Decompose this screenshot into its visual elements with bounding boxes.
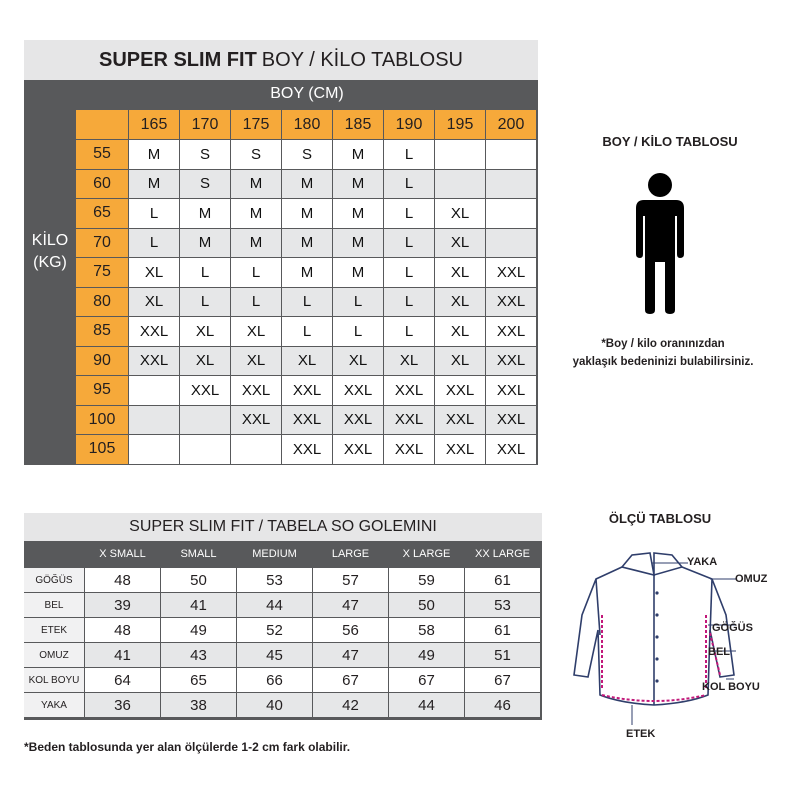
size-cell: M [282, 229, 332, 258]
size-cell: XXL [486, 288, 536, 317]
size-cell: S [231, 140, 281, 169]
measure-value: 44 [237, 593, 312, 617]
size-chart [24, 40, 538, 465]
height-cell: 175 [231, 110, 281, 139]
size-cell: XXL [486, 317, 536, 346]
size-cell: S [180, 170, 230, 199]
measure-value: 67 [389, 668, 464, 692]
height-header: BOY (CM) [270, 85, 344, 102]
weight-header [24, 230, 76, 274]
size-cell: M [231, 170, 281, 199]
measure-row-label: YAKA [24, 693, 84, 717]
measure-value: 61 [465, 568, 540, 592]
measure-value: 45 [237, 643, 312, 667]
footnote: *Beden tablosunda yer alan ölçülerde 1-2 cm fark olabilir. [24, 740, 351, 754]
size-cell [435, 170, 485, 199]
size-cell [486, 170, 536, 199]
height-cell: 165 [129, 110, 179, 139]
size-cell: XL [180, 347, 230, 376]
measure-value: 42 [313, 693, 388, 717]
size-cell: XXL [384, 376, 434, 405]
size-cell: L [282, 288, 332, 317]
size-column-header: LARGE [331, 548, 370, 560]
weight-cell: 55 [76, 140, 128, 169]
size-cell: M [180, 229, 230, 258]
size-cell: L [180, 258, 230, 287]
measure-value: 44 [389, 693, 464, 717]
size-cell: M [282, 258, 332, 287]
measure-value: 53 [465, 593, 540, 617]
height-cell: 190 [384, 110, 434, 139]
size-cell: L [231, 288, 281, 317]
weight-cell: 90 [76, 347, 128, 376]
size-cell [129, 435, 179, 464]
size-cell: XXL [486, 406, 536, 435]
measurement-table-title: SUPER SLIM FIT / TABELA SO GOLEMINI [24, 513, 542, 541]
weight-cell: 70 [76, 229, 128, 258]
size-cell: M [231, 229, 281, 258]
measure-value: 48 [85, 568, 160, 592]
height-cell: 170 [180, 110, 230, 139]
size-cell: XXL [282, 406, 332, 435]
size-cell: XL [129, 258, 179, 287]
size-cell: XXL [486, 347, 536, 376]
measure-value: 61 [465, 618, 540, 642]
measure-value: 47 [313, 593, 388, 617]
size-cell: L [384, 288, 434, 317]
measure-value: 56 [313, 618, 388, 642]
height-cell: 195 [435, 110, 485, 139]
size-cell: M [333, 140, 383, 169]
size-cell: XL [435, 258, 485, 287]
size-cell: XL [384, 347, 434, 376]
measure-row-label: ETEK [24, 618, 84, 642]
measure-value: 66 [237, 668, 312, 692]
size-cell: XXL [384, 406, 434, 435]
size-cell: XXL [384, 435, 434, 464]
figure-note-line2: yaklaşık bedeninizi bulabilirsiniz. [572, 356, 754, 368]
size-cell: XXL [282, 435, 332, 464]
weight-cell: 65 [76, 199, 128, 228]
size-cell [129, 406, 179, 435]
measure-value: 52 [237, 618, 312, 642]
size-cell: XXL [486, 435, 536, 464]
size-cell [180, 435, 230, 464]
measure-value: 67 [313, 668, 388, 692]
size-cell: L [384, 317, 434, 346]
label-kol-boyu: KOL BOYU [702, 681, 760, 693]
size-cell: XL [282, 347, 332, 376]
measure-row-label: BEL [24, 593, 84, 617]
size-cell: XXL [333, 406, 383, 435]
size-cell: M [333, 258, 383, 287]
size-cell: M [282, 170, 332, 199]
size-cell: XXL [486, 376, 536, 405]
size-cell: XXL [231, 406, 281, 435]
size-cell [231, 435, 281, 464]
measure-value: 49 [389, 643, 464, 667]
size-cell: L [384, 258, 434, 287]
size-cell: L [180, 288, 230, 317]
size-cell: S [282, 140, 332, 169]
size-cell: XXL [129, 347, 179, 376]
person-silhouette-icon [632, 172, 688, 319]
weight-cell: 80 [76, 288, 128, 317]
size-cell [486, 140, 536, 169]
size-cell: L [231, 258, 281, 287]
size-cell: XXL [180, 376, 230, 405]
size-cell: M [129, 170, 179, 199]
size-cell: XXL [435, 435, 485, 464]
height-cell: 185 [333, 110, 383, 139]
size-cell: M [180, 199, 230, 228]
size-cell: S [180, 140, 230, 169]
size-cell: XXL [231, 376, 281, 405]
measure-value: 58 [389, 618, 464, 642]
size-cell [486, 199, 536, 228]
size-cell: XXL [129, 317, 179, 346]
measure-value: 36 [85, 693, 160, 717]
weight-cell: 95 [76, 376, 128, 405]
measure-value: 46 [465, 693, 540, 717]
size-column-header: XX LARGE [474, 548, 531, 560]
height-cell: 180 [282, 110, 332, 139]
measure-value: 53 [237, 568, 312, 592]
measure-value: 50 [161, 568, 236, 592]
weight-cell: 105 [76, 435, 128, 464]
size-cell: M [333, 199, 383, 228]
label-bel: BEL [708, 646, 730, 658]
weight-header-line2: (KG) [33, 254, 67, 271]
size-cell: XL [435, 199, 485, 228]
size-cell: XL [435, 317, 485, 346]
height-cell: 200 [486, 110, 536, 139]
measure-value: 41 [85, 643, 160, 667]
label-yaka: YAKA [687, 556, 718, 568]
measure-value: 65 [161, 668, 236, 692]
size-column-header: X LARGE [402, 548, 451, 560]
size-cell: M [333, 170, 383, 199]
size-column-header: MEDIUM [252, 548, 297, 560]
corner-cell [76, 110, 128, 139]
size-cell: XXL [486, 258, 536, 287]
measure-value: 40 [237, 693, 312, 717]
size-cell: XXL [333, 435, 383, 464]
size-column-header: SMALL [180, 548, 217, 560]
size-cell: L [384, 229, 434, 258]
size-cell [486, 229, 536, 258]
measure-value: 64 [85, 668, 160, 692]
label-gogus: GÖĞÜS [712, 622, 753, 634]
measure-value: 47 [313, 643, 388, 667]
measure-value: 43 [161, 643, 236, 667]
size-cell: XXL [333, 376, 383, 405]
size-cell: M [129, 140, 179, 169]
size-cell [129, 376, 179, 405]
size-cell: XXL [282, 376, 332, 405]
weight-cell: 75 [76, 258, 128, 287]
figure-note-line1: *Boy / kilo oranınızdan [601, 338, 725, 350]
figure-note [548, 335, 778, 371]
size-cell: XL [231, 317, 281, 346]
measure-row-label: KOL BOYU [24, 668, 84, 692]
size-cell: XL [129, 288, 179, 317]
title-bold: SUPER SLIM FIT [99, 48, 257, 71]
size-cell: L [282, 317, 332, 346]
size-cell: L [333, 288, 383, 317]
size-cell: XL [435, 347, 485, 376]
measure-value: 50 [389, 593, 464, 617]
measure-value: 67 [465, 668, 540, 692]
measure-title: ÖLÇÜ TABLOSU [608, 511, 712, 526]
measure-value: 48 [85, 618, 160, 642]
weight-cell: 100 [76, 406, 128, 435]
measure-value: 38 [161, 693, 236, 717]
size-cell: M [333, 229, 383, 258]
size-cell [435, 140, 485, 169]
label-etek: ETEK [626, 728, 656, 740]
size-cell: L [384, 199, 434, 228]
size-cell: L [384, 140, 434, 169]
title-rest: BOY / KİLO TABLOSU [261, 48, 463, 71]
size-cell: XL [231, 347, 281, 376]
size-cell [180, 406, 230, 435]
measure-value: 57 [313, 568, 388, 592]
size-cell: XL [435, 229, 485, 258]
size-cell: XXL [435, 376, 485, 405]
size-cell: L [129, 199, 179, 228]
size-cell: L [384, 170, 434, 199]
size-cell: XXL [435, 406, 485, 435]
size-cell: M [282, 199, 332, 228]
weight-cell: 85 [76, 317, 128, 346]
measure-row-label: OMUZ [24, 643, 84, 667]
measure-value: 51 [465, 643, 540, 667]
size-chart-title [24, 40, 538, 80]
measure-value: 39 [85, 593, 160, 617]
measure-value: 49 [161, 618, 236, 642]
measure-value: 59 [389, 568, 464, 592]
size-cell: L [333, 317, 383, 346]
figure-title: BOY / KİLO TABLOSU [602, 134, 738, 149]
size-column-header: X SMALL [99, 548, 146, 560]
size-cell: L [129, 229, 179, 258]
weight-cell: 60 [76, 170, 128, 199]
weight-header-line1: KİLO [31, 232, 69, 249]
size-cell: XL [180, 317, 230, 346]
label-omuz: OMUZ [735, 573, 768, 585]
measure-row-label: GÖĞÜS [24, 568, 84, 592]
size-cell: XL [435, 288, 485, 317]
size-cell: M [231, 199, 281, 228]
size-cell: XL [333, 347, 383, 376]
measurement-table [24, 513, 542, 720]
measure-value: 41 [161, 593, 236, 617]
